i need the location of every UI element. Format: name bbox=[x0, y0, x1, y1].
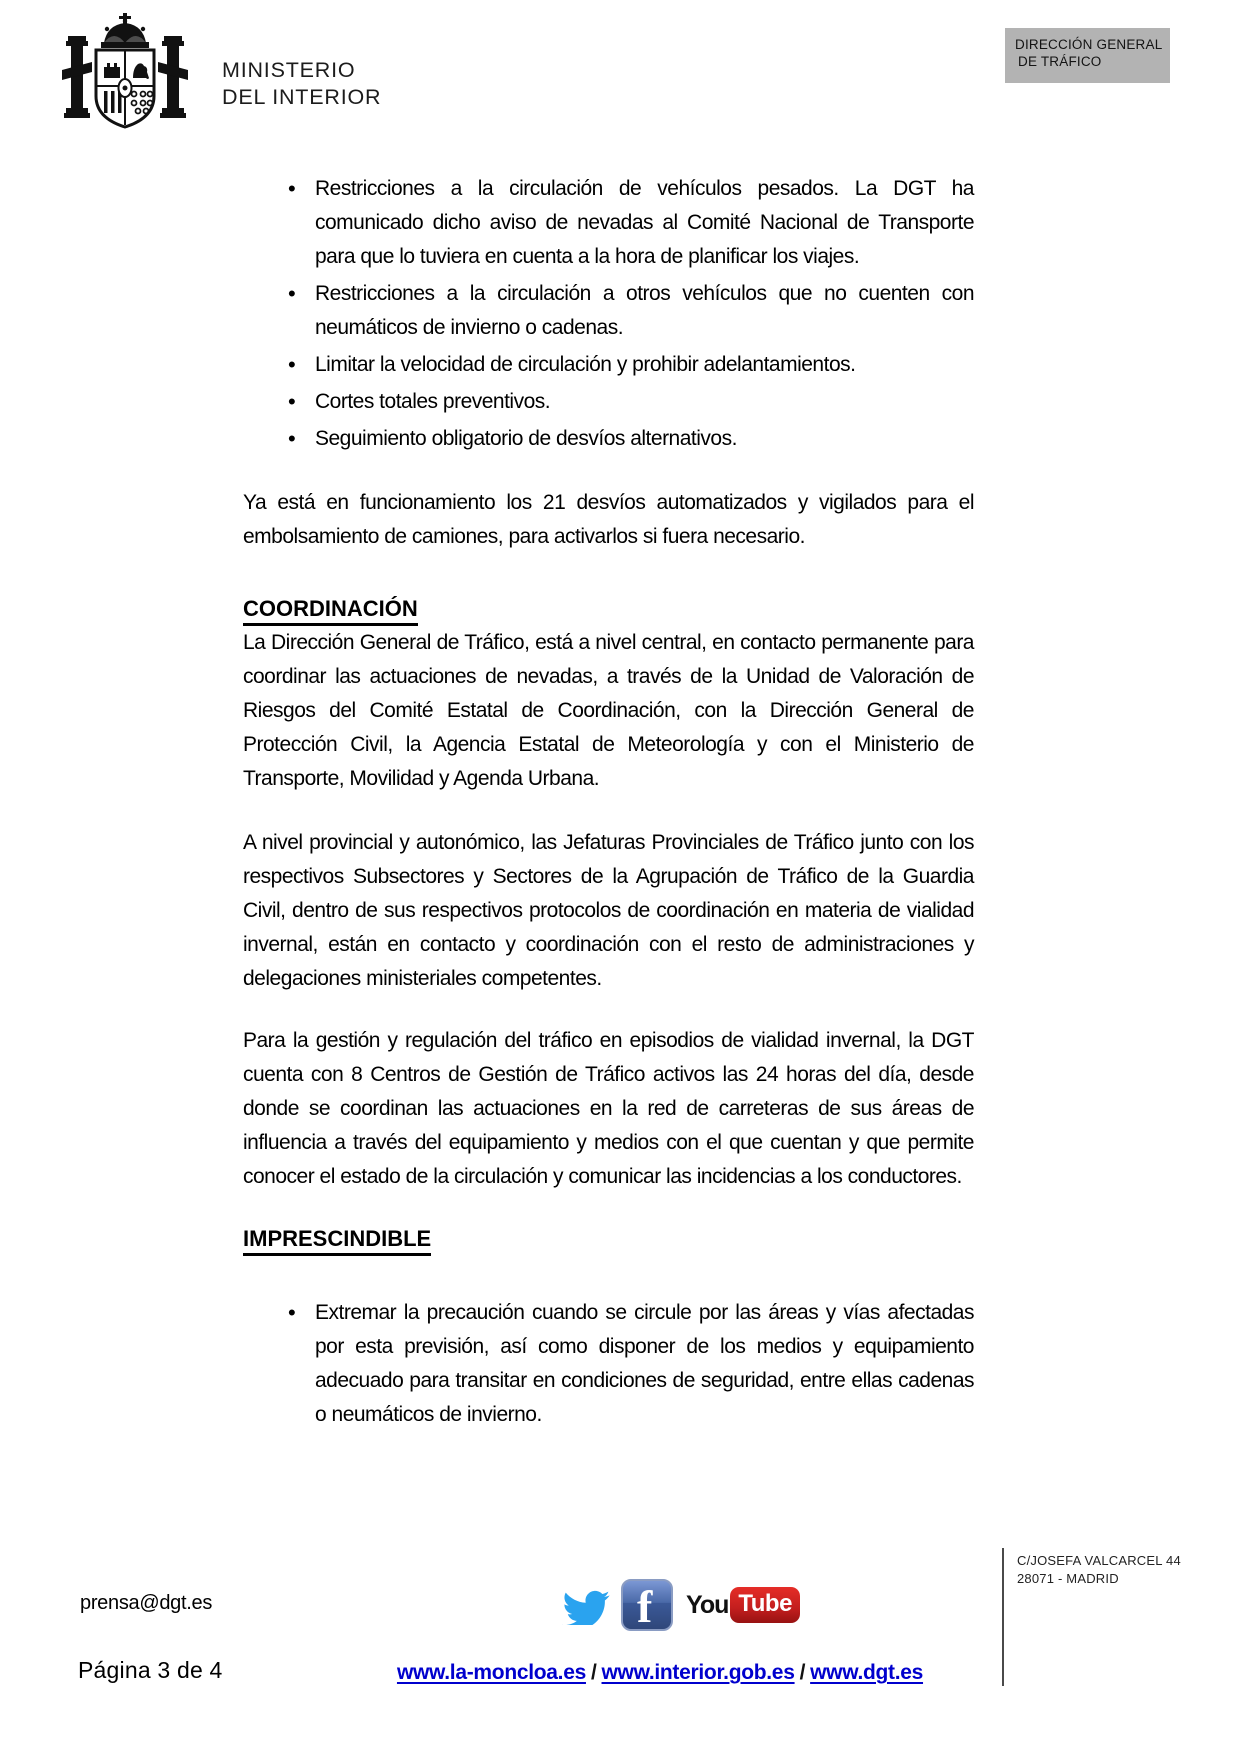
address-line1: C/JOSEFA VALCARCEL 44 bbox=[1017, 1553, 1181, 1568]
youtube-you-text: You bbox=[686, 1590, 729, 1619]
social-icons bbox=[562, 1574, 800, 1636]
bullet-item: • Cortes totales preventivos. bbox=[315, 385, 974, 419]
department-badge bbox=[1005, 28, 1170, 83]
link-la-moncloa[interactable]: www.la-moncloa.es bbox=[396, 1661, 586, 1684]
youtube-icon[interactable] bbox=[686, 1587, 800, 1623]
address-line2: 28071 - MADRID bbox=[1017, 1571, 1119, 1586]
section-heading-imprescindible: IMPRESCINDIBLE bbox=[243, 1222, 974, 1256]
link-interior[interactable]: www.interior.gob.es bbox=[601, 1661, 795, 1684]
facebook-icon[interactable]: f bbox=[621, 1579, 673, 1631]
paragraph-coordinacion-2: A nivel provincial y autonómico, las Jefaturas Provinciales de Tráfico junto con los respectivos Subsectores y Sectores de la Agrupación de Tráfico de la Guardia Civil, dentro de sus respectivos protocolos de coordinación en materia de vialidad invernal, están en contacto y coordinación con el resto de administraciones y delegaciones ministeriales competentes. bbox=[243, 831, 974, 990]
imprescindible-bullet-list bbox=[243, 1296, 974, 1432]
bullet-item: • Seguimiento obligatorio de desvíos alternativos. bbox=[315, 422, 974, 456]
page-indicator: Página 3 de 4 bbox=[78, 1657, 223, 1683]
office-address bbox=[1017, 1552, 1181, 1588]
ministry-line1: MINISTERIO bbox=[222, 58, 356, 82]
department-line2: DE TRÁFICO bbox=[1018, 54, 1102, 69]
link-separator: / bbox=[590, 1661, 597, 1684]
ministry-name bbox=[222, 57, 381, 111]
youtube-tube-badge: Tube bbox=[730, 1587, 800, 1623]
link-separator: / bbox=[799, 1661, 806, 1684]
restrictions-bullet-list bbox=[243, 172, 974, 456]
link-dgt[interactable]: www.dgt.es bbox=[810, 1661, 924, 1684]
ministry-line2: DEL INTERIOR bbox=[222, 85, 382, 109]
bullet-item: • Restricciones a la circulación de vehículos pesados. La DGT ha comunicado dicho aviso de nevadas al Comité Nacional de Transporte para que lo tuviera en cuenta a la hora de planificar los viajes. bbox=[315, 172, 974, 274]
bullet-item: • Extremar la precaución cuando se circule por las áreas y vías afectadas por esta previsión, así como disponer de los medios y equipamiento adecuado para transitar en condiciones de seguridad, entre ellas cadenas o neumáticos de invierno. bbox=[315, 1296, 974, 1432]
footer-links bbox=[330, 1661, 990, 1685]
document-body bbox=[243, 172, 974, 1435]
bullet-item: • Limitar la velocidad de circulación y prohibir adelantamientos. bbox=[315, 348, 974, 382]
paragraph-desvios: Ya está en funcionamiento los 21 desvíos automatizados y vigilados para el embolsamiento de camiones, para activarlos si fuera necesario. bbox=[243, 491, 974, 548]
footer-divider bbox=[1002, 1548, 1004, 1686]
spain-coat-of-arms-icon bbox=[60, 12, 190, 147]
bullet-item: • Restricciones a la circulación a otros vehículos que no cuenten con neumáticos de invierno o cadenas. bbox=[315, 277, 974, 345]
paragraph-gestion-trafico: Para la gestión y regulación del tráfico en episodios de vialidad invernal, la DGT cuenta con 8 Centros de Gestión de Tráfico activos las 24 horas del día, desde donde se coordinan las actuaciones en la red de carreteras de sus áreas de influencia a través del equipamiento y medios con el que cuentan y que permite conocer el estado de la circulación y comunicar las incidencias a los conductores. bbox=[243, 1029, 974, 1188]
twitter-icon[interactable] bbox=[562, 1584, 612, 1630]
paragraph-coordinacion-1: La Dirección General de Tráfico, está a nivel central, en contacto permanente para coordinar las actuaciones de nevadas, a través de la Unidad de Valoración de Riesgos del Comité Estatal de Coordinación, con la Dirección General de Protección Civil, la Agencia Estatal de Meteorología y con el Ministerio de Transporte, Movilidad y Agenda Urbana. bbox=[243, 631, 974, 790]
department-line1: DIRECCIÓN GENERAL bbox=[1015, 37, 1163, 52]
section-heading-coordinacion: COORDINACIÓN bbox=[243, 592, 974, 626]
press-email: prensa@dgt.es bbox=[80, 1592, 213, 1614]
